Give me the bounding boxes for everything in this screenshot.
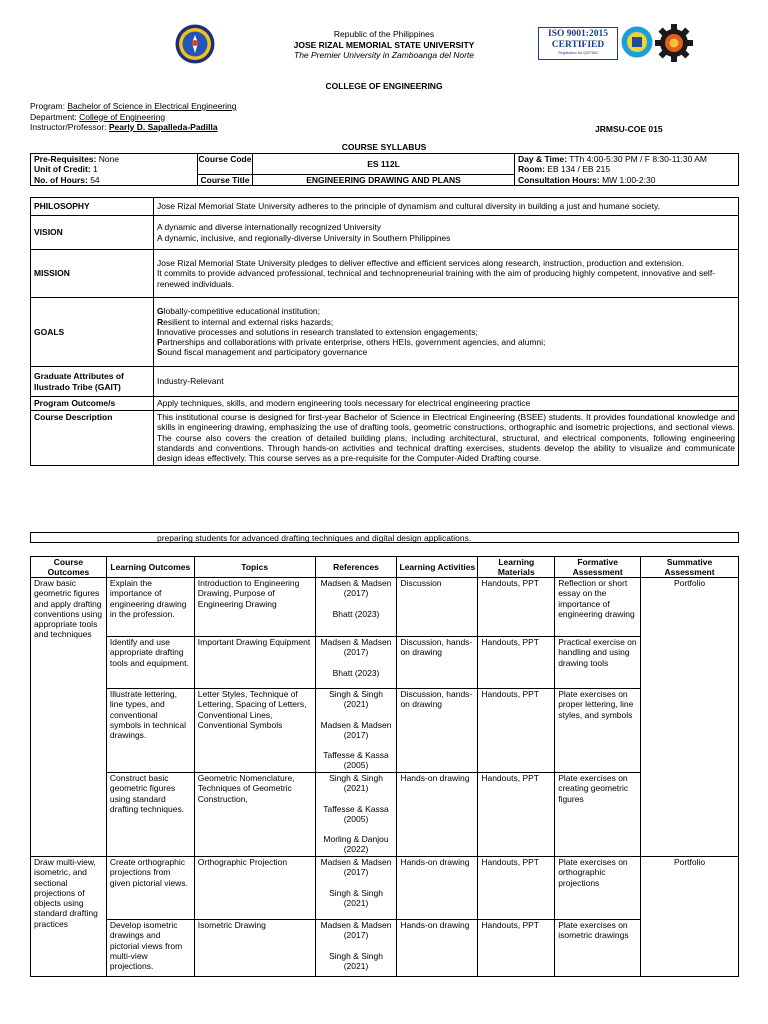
course-title: ENGINEERING DRAWING AND PLANS	[306, 175, 461, 185]
reference: Madsen & Madsen (2017)	[320, 719, 392, 740]
learning-material: Handouts, PPT	[478, 637, 555, 689]
col-header: Summative Assessment	[641, 557, 739, 578]
goal-item	[157, 347, 735, 357]
goals-row	[31, 298, 739, 367]
reference: Singh & Singh (2021)	[329, 887, 383, 908]
mission-label: MISSION	[31, 250, 154, 298]
engineering-gear-logo	[655, 24, 693, 62]
vision-row	[31, 216, 739, 250]
department-label: Department:	[30, 111, 80, 122]
credit-value: 1	[90, 164, 98, 175]
table-row	[31, 637, 739, 689]
learning-activity: Hands-on drawing	[397, 773, 478, 857]
course-description-continued: preparing students for advanced drafting techniques and digital design applications.	[30, 532, 739, 543]
iso-certified-text: CERTIFIED	[551, 40, 605, 50]
vision-line: A dynamic and diverse internationally recognized University	[157, 222, 381, 233]
department-value: College of Engineering	[79, 111, 166, 122]
iso-registration: Registration No.Q027862	[558, 51, 598, 55]
philosophy-row	[31, 198, 739, 216]
instructor-line	[30, 122, 236, 133]
table-row	[31, 920, 739, 977]
reference: Morling & Danjou (2022)	[323, 834, 389, 855]
university-name: JOSE RIZAL MEMORIAL STATE UNIVERSITY	[293, 39, 475, 50]
goal-initial: G	[157, 306, 164, 317]
col-header: Topics	[194, 557, 315, 578]
gait-row	[31, 367, 739, 397]
reference: Singh & Singh (2021)	[329, 950, 383, 971]
learning-material: Handouts, PPT	[478, 773, 555, 857]
learning-activity: Hands-on drawing	[397, 857, 478, 920]
goal-initial: R	[157, 316, 164, 327]
goal-item	[157, 327, 735, 337]
consult-value: MW 1:00-2:30	[599, 174, 656, 185]
table-row	[31, 773, 739, 857]
vision-line: A dynamic, inclusive, and regionally-diverse University in Southern Philippines	[157, 232, 451, 243]
college-title: COLLEGE OF ENGINEERING	[325, 81, 443, 91]
goal-text: ound fiscal management and participatory governance	[162, 347, 368, 358]
table-row	[31, 689, 739, 773]
col-header: Learning Outcomes	[106, 557, 194, 578]
course-title-header: Course Title	[200, 175, 250, 185]
institutional-table	[30, 197, 739, 466]
formative-assessment: Plate exercises on isometric drawings	[555, 920, 641, 977]
learning-activity: Discussion	[397, 578, 478, 637]
learning-activity: Discussion, hands-on drawing	[397, 689, 478, 773]
program-info	[30, 101, 236, 133]
document-code: JRMSU-COE 015	[595, 124, 663, 134]
reference: Taffesse & Kassa (2005)	[323, 803, 389, 824]
learning-outcome: Illustrate lettering, line types, and conventional symbols in technical drawings.	[106, 689, 194, 773]
course-description-row	[31, 411, 739, 466]
goal-text: esilient to internal and external risks hazards;	[163, 316, 334, 327]
instructor-label: Instructor/Professor:	[30, 122, 109, 132]
topic: Geometric Nomenclature, Techniques of Geometric Construction,	[194, 773, 315, 857]
goal-item	[157, 317, 735, 327]
goal-initial: S	[157, 347, 163, 358]
learning-outcome: Identify and use appropriate drafting tools and equipment.	[106, 637, 194, 689]
instructor-value: Pearly D. Sapalleda-Padilla	[108, 122, 218, 132]
table-row	[31, 578, 739, 637]
course-outcome: Draw multi-view, isometric, and sectional projections of objects using standard drafting practices	[31, 857, 107, 977]
course-value-cells	[253, 154, 515, 185]
formative-assessment: Practical exercise on handling and using drawing tools	[555, 637, 641, 689]
program-line	[30, 101, 236, 112]
philosophy-text: Jose Rizal Memorial State University adheres to the principle of dynamism and cultural diversity in building a just and humane society.	[154, 198, 739, 216]
formative-assessment: Reflection or short essay on the importance of engineering drawing	[555, 578, 641, 637]
goal-item	[157, 337, 735, 347]
course-prereqs	[31, 154, 197, 185]
col-header: References	[315, 557, 397, 578]
goals-list	[154, 298, 739, 367]
reference: Taffesse & Kassa (2005)	[323, 750, 389, 771]
college-logo	[621, 26, 653, 58]
vision-text	[154, 216, 739, 250]
iso-standard: ISO 9001:2015	[548, 29, 608, 39]
formative-assessment: Plate exercises on orthographic projections	[555, 857, 641, 920]
formative-assessment: Plate exercises on proper lettering, line styles, and symbols	[555, 689, 641, 773]
prereq-label: Pre-Requisites:	[34, 154, 97, 164]
learning-activity: Discussion, hands-on drawing	[397, 637, 478, 689]
program-outcome-text: Apply techniques, skills, and modern engineering tools necessary for electrical engineering practice	[154, 397, 739, 411]
room-value: EB 134 / EB 215	[544, 164, 611, 175]
topic: Introduction to Engineering Drawing, Purpose of Engineering Drawing	[194, 578, 315, 637]
col-header: Formative Assessment	[555, 557, 641, 578]
course-code: ES 112L	[253, 154, 514, 175]
consult-label: Consultation Hours:	[518, 174, 600, 185]
learning-outcome: Create orthographic projections from given pictorial views.	[106, 857, 194, 920]
reference: Madsen & Madsen (2017)	[320, 920, 392, 941]
learning-activity: Hands-on drawing	[397, 920, 478, 977]
iso-certified-badge	[538, 27, 618, 60]
formative-assessment: Plate exercises on creating geometric figures	[555, 773, 641, 857]
philosophy-label: PHILOSOPHY	[31, 198, 154, 216]
goal-text: lobally-competitive educational institution;	[163, 306, 321, 317]
reference: Bhatt (2023)	[332, 667, 380, 678]
learning-material: Handouts, PPT	[478, 920, 555, 977]
gait-text: Industry-Relevant	[154, 367, 739, 397]
room-label: Room:	[518, 164, 545, 175]
learning-outcome: Explain the importance of engineering drawing in the profession.	[106, 578, 194, 637]
references	[315, 689, 397, 773]
program-value: Bachelor of Science in Electrical Engineering	[67, 101, 237, 111]
topic: Orthographic Projection	[194, 857, 315, 920]
program-outcome-row	[31, 397, 739, 411]
col-header: Learning Activities	[397, 557, 478, 578]
reference: Singh & Singh (2021)	[329, 773, 383, 794]
gait-label: Graduate Attributes of Ilustrado Tribe (GAIT)	[31, 367, 154, 397]
goals-label: GOALS	[31, 298, 154, 367]
goal-text: artnerships and collaborations with private enterprise, others HEIs, government agencies, and alumni;	[162, 337, 546, 348]
references	[315, 920, 397, 977]
day-label: Day & Time:	[518, 154, 567, 164]
mission-line: It commits to provide advanced professional, technical and technopreneurial training with the aim of producing highly competent, innovative and self-renewed individuals.	[157, 268, 716, 289]
course-description-label: Course Description	[31, 411, 154, 466]
university-seal-logo	[175, 24, 215, 64]
topic: Letter Styles, Technique of Lettering, Spacing of Letters, Conventional Lines, Conventional Symbols	[194, 689, 315, 773]
mission-row	[31, 250, 739, 298]
hours-value: 54	[87, 174, 100, 185]
references	[315, 857, 397, 920]
department-line	[30, 112, 236, 123]
course-description-text: This institutional course is designed for first-year Bachelor of Science in Electrical Engineering (BSEE) students. It provides foundational knowledge and skills in engineering drawing, emphasizing the use of drafting tools, geometric constructions, orthographic and isometric projections, and sectional views. The course also covers the creation of detailed building plans, including architectural, structural, and electrical components, following engineering standards and conventions. Through hands-on activities and technical drafting exercises, students develop the ability to visualize and communicate design ideas effectively. This course serves as a pre-requisite for the Computer-Aided Drafting course.	[154, 411, 739, 466]
course-outcome: Draw basic geometric figures and apply drafting conventions using appropriate tools and techniques	[31, 578, 107, 857]
learning-material: Handouts, PPT	[478, 578, 555, 637]
course-info-box	[30, 153, 739, 186]
reference: Madsen & Madsen (2017)	[320, 637, 392, 658]
reference: Singh & Singh (2021)	[329, 689, 383, 710]
prereq-value: None	[96, 154, 120, 164]
reference: Madsen & Madsen (2017)	[320, 578, 392, 599]
day-value: TTh 4:00-5:30 PM / F 8:30-11:30 AM	[566, 154, 707, 164]
mission-line: Jose Rizal Memorial State University pledges to deliver effective and efficient services along research, instruction, production and extension.	[157, 258, 684, 269]
mission-text	[154, 250, 739, 298]
course-schedule	[515, 154, 738, 185]
program-outcome-label: Program Outcome/s	[31, 397, 154, 411]
references	[315, 773, 397, 857]
hours-label: No. of Hours:	[34, 174, 88, 185]
references	[315, 637, 397, 689]
goal-item	[157, 306, 735, 316]
col-header: Learning Materials	[478, 557, 555, 578]
goal-initial: I	[157, 326, 160, 337]
learning-outcome: Construct basic geometric figures using standard drafting techniques.	[106, 773, 194, 857]
university-tagline: The Premier University in Zamboanga del Norte	[294, 50, 474, 60]
goal-text: nnovative processes and solutions in research translated to extension engagements;	[159, 326, 478, 337]
table-row	[31, 857, 739, 920]
reference: Madsen & Madsen (2017)	[320, 857, 392, 878]
outcomes-header-row	[31, 557, 739, 578]
summative-assessment: Portfolio	[641, 578, 739, 857]
credit-label: Unit of Credit:	[34, 164, 91, 175]
program-label: Program:	[30, 101, 68, 111]
vision-label: VISION	[31, 216, 154, 250]
learning-outcome: Develop isometric drawings and pictorial views from multi-view projections.	[106, 920, 194, 977]
outcomes-table	[30, 556, 739, 977]
course-header-cells	[197, 154, 253, 185]
university-header	[250, 29, 518, 61]
course-code-header: Course Code	[198, 154, 252, 175]
topic: Important Drawing Equipment	[194, 637, 315, 689]
col-header: Course Outcomes	[31, 557, 107, 578]
republic-line: Republic of the Philippines	[333, 29, 435, 39]
reference: Bhatt (2023)	[332, 608, 380, 619]
summative-assessment: Portfolio	[641, 857, 739, 977]
learning-material: Handouts, PPT	[478, 857, 555, 920]
topic: Isometric Drawing	[194, 920, 315, 977]
learning-material: Handouts, PPT	[478, 689, 555, 773]
references	[315, 578, 397, 637]
syllabus-title: COURSE SYLLABUS	[341, 142, 427, 152]
goal-initial: P	[157, 337, 163, 348]
